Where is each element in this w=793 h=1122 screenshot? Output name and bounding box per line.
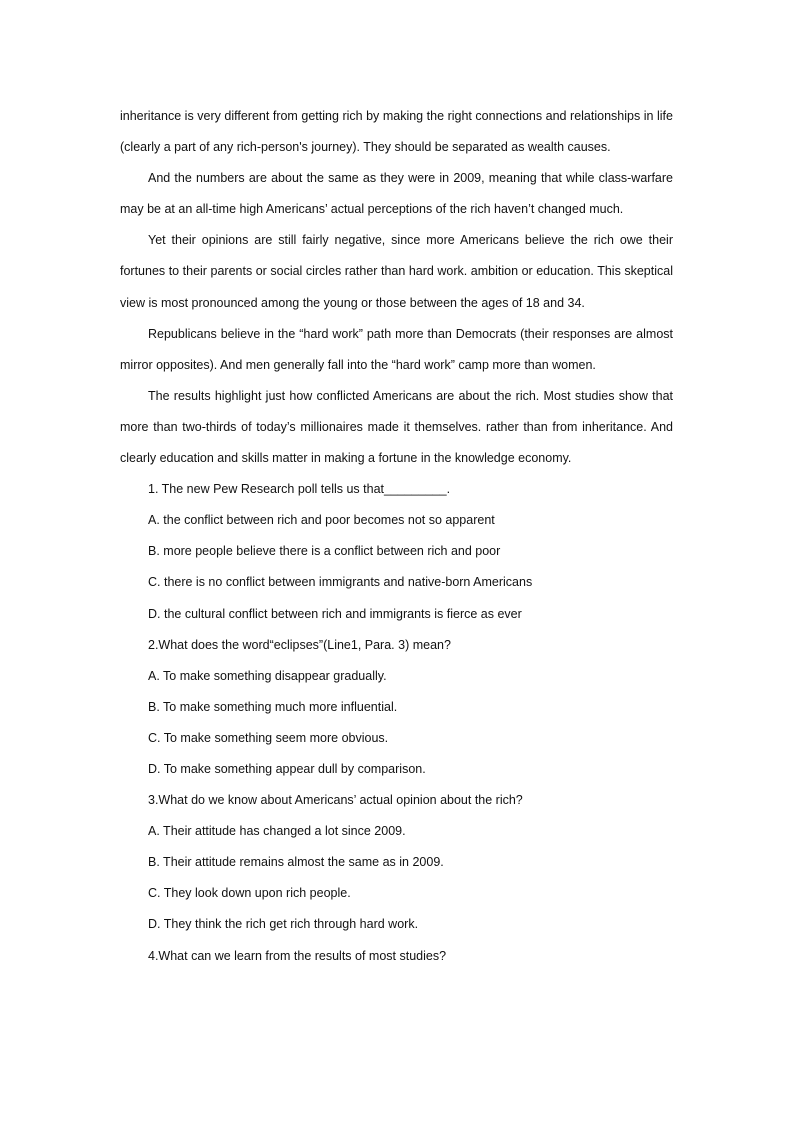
question-option: D. the cultural conflict between rich and immigrants is fierce as ever <box>148 606 522 621</box>
question-1 <box>120 474 673 629</box>
document-body <box>120 101 673 972</box>
paragraph: Yet their opinions are still fairly negative, since more Americans believe the rich owe their fortunes to their parents or social circles rather than hard work. ambition or education. This skeptical view is most pronounced among the young or those between the ages of 18 and 34. <box>120 233 673 310</box>
question-option: C. there is no conflict between immigrants and native-born Americans <box>148 575 533 590</box>
question-option: B. more people believe there is a conflict between rich and poor <box>148 544 501 559</box>
question-option: C. To make something seem more obvious. <box>148 730 389 745</box>
question-stem: 3.What do we know about Americans’ actual opinion about the rich? <box>148 793 523 808</box>
question-stem: 2.What does the word“eclipses”(Line1, Para. 3) mean? <box>148 637 451 652</box>
question-option: D. To make something appear dull by comparison. <box>148 761 426 776</box>
question-option: A. the conflict between rich and poor becomes not so apparent <box>148 513 495 528</box>
question-stem: 4.What can we learn from the results of most studies? <box>148 948 447 963</box>
paragraph: And the numbers are about the same as they were in 2009, meaning that while class-warfare may be at an all-time high Americans’ actual perceptions of the rich haven’t changed much. <box>120 171 673 217</box>
question-option: A. To make something disappear gradually. <box>148 668 387 683</box>
paragraph: Republicans believe in the “hard work” path more than Democrats (their responses are almost mirror opposites). And men generally fall into the “hard work” camp more than women. <box>120 326 673 372</box>
question-option: C. They look down upon rich people. <box>148 886 351 901</box>
paragraph-continuation: inheritance is very different from getting rich by making the right connections and relationships in life (clearly a part of any rich-person's journey). They should be separated as wealth causes. <box>120 109 673 155</box>
question-2 <box>120 630 673 785</box>
question-option: D. They think the rich get rich through hard work. <box>148 917 419 932</box>
paragraph: The results highlight just how conflicted Americans are about the rich. Most studies show that more than two-thirds of today’s millionaires made it themselves. rather than from inheritance. And clearly education and skills matter in making a fortune in the knowledge economy. <box>120 388 673 466</box>
question-option: B. Their attitude remains almost the same as in 2009. <box>148 855 444 870</box>
question-4 <box>120 941 673 972</box>
question-option: B. To make something much more influential. <box>148 699 398 714</box>
question-option: A. Their attitude has changed a lot since 2009. <box>148 824 406 839</box>
question-3 <box>120 785 673 940</box>
question-stem: 1. The new Pew Research poll tells us that_________. <box>148 482 451 497</box>
